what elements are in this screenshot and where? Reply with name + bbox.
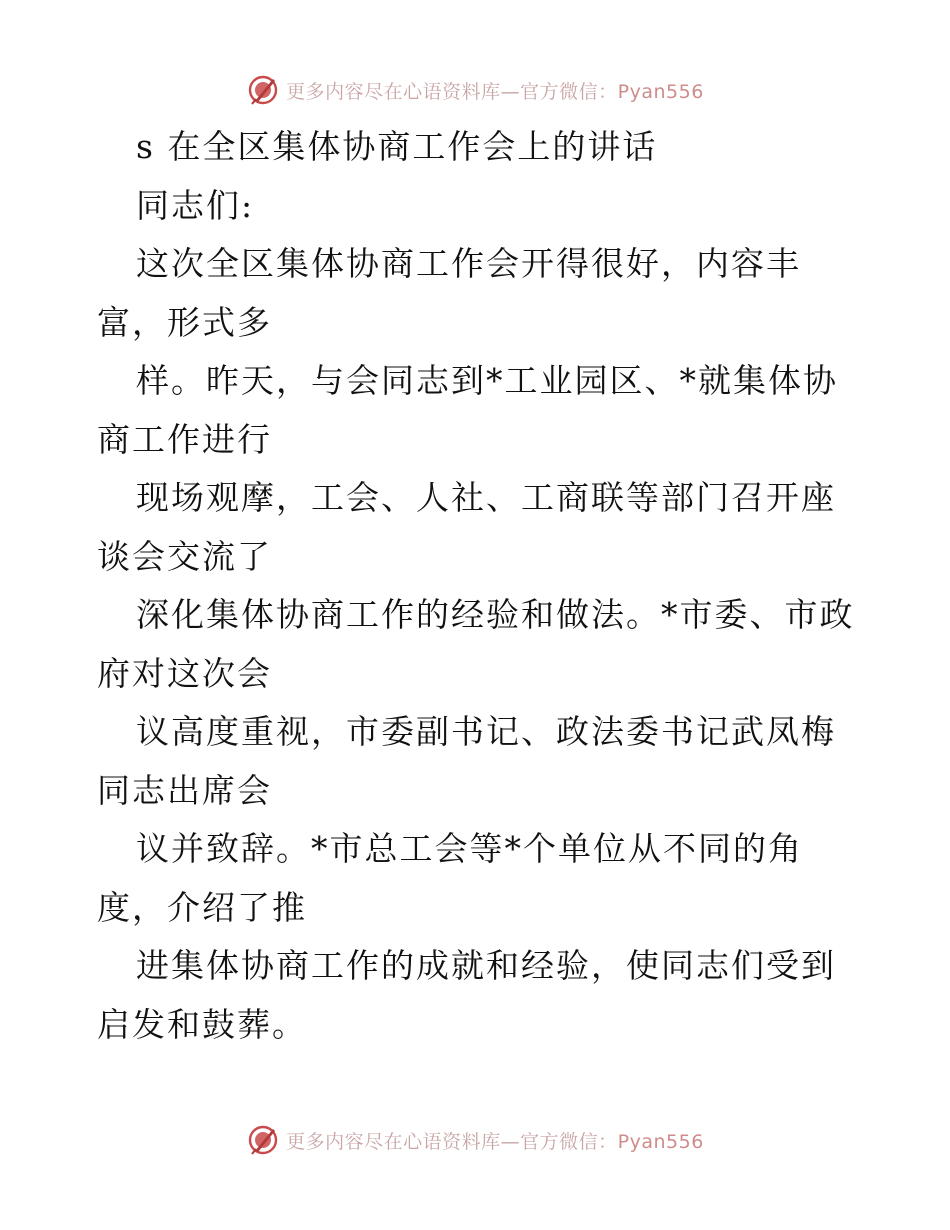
document-title: s 在全区集体协商工作会上的讲话 [136,127,658,166]
watermark-text-cn: 更多内容尽在心语资料库—官方微信： [286,1130,618,1153]
watermark-text-cn: 更多内容尽在心语资料库—官方微信： [286,80,618,103]
footer-watermark [0,1122,950,1158]
paragraph-line: 议高度重视，市委副书记、政法委书记武凤梅同志出席会 [97,712,836,810]
paragraph-line: 样。昨天，与会同志到*工业园区、*就集体协商工作进行 [97,361,838,459]
quill-logo-icon [246,73,280,107]
watermark-wechat-id: Pyan556 [617,80,704,103]
document-body [97,118,857,1054]
watermark-wechat-id: Pyan556 [617,1130,704,1153]
paragraph-line: 进集体协商工作的成就和经验，使同志们受到启发和鼓葬。 [97,946,836,1044]
quill-logo-icon [246,1123,280,1157]
paragraph-line: 议并致辞。*市总工会等*个单位从不同的角度，介绍了推 [97,829,803,927]
watermark-text [286,1127,704,1154]
paragraph-line: 同志们: [136,185,255,225]
paragraph-line: 现场观摩，工会、人社、工商联等部门召开座谈会交流了 [97,478,836,576]
paragraph-line: 深化集体协商工作的经验和做法。*市委、市政府对这次会 [97,595,855,693]
watermark-text [286,77,704,104]
header-watermark [0,72,950,108]
paragraph-line: 这次全区集体协商工作会开得很好，内容丰富，形式多 [97,244,801,342]
